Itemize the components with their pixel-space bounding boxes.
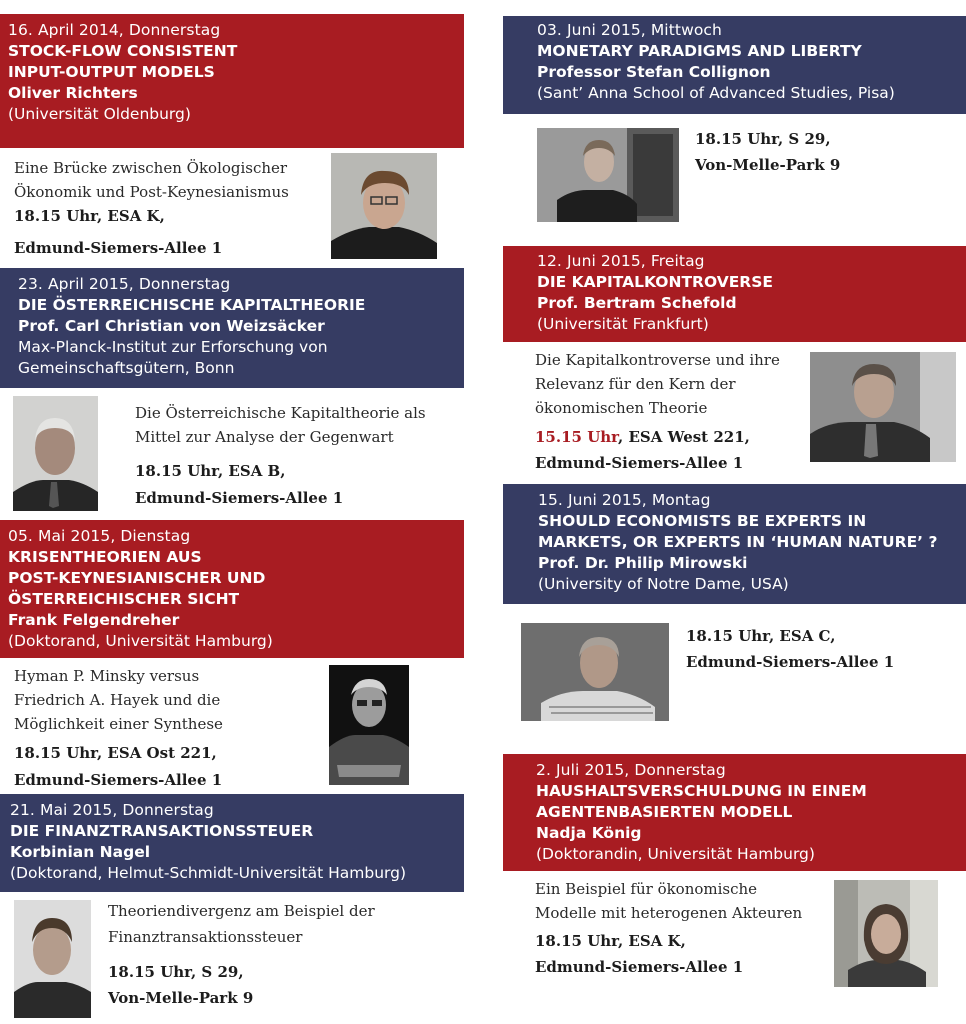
event-place: Edmund-Siemers-Allee 1	[535, 958, 744, 976]
event-header	[503, 246, 966, 342]
event-title: DIE ÖSTERREICHISCHE KAPITALTHEORIE	[18, 296, 366, 314]
event-time: 18.15 Uhr, S 29,	[695, 130, 831, 148]
event-date: 2. Juli 2015, Donnerstag	[536, 761, 726, 779]
event-speaker: Prof. Bertram Schefold	[537, 294, 737, 312]
event-speaker: Nadja König	[536, 824, 642, 842]
event-description: Ein Beispiel für ökonomische Modelle mit heterogenen Akteuren	[535, 880, 803, 922]
event-header	[503, 754, 966, 871]
event-date: 12. Juni 2015, Freitag	[537, 252, 705, 270]
event-affiliation: (Sant’ Anna School of Advanced Studies, Pisa)	[537, 84, 895, 102]
event-place: Von-Melle-Park 9	[695, 156, 841, 174]
event-details	[695, 127, 935, 177]
event-description: Die Österreichische Kapitaltheorie als Mittel zur Analyse der Gegenwart	[135, 404, 426, 446]
event-date: 23. April 2015, Donnerstag	[18, 275, 231, 293]
event-date: 16. April 2014, Donnerstag	[8, 21, 221, 39]
event-affiliation: Max-Planck-Institut zur Erforschung von Gemeinschaftsgütern, Bonn	[18, 338, 328, 377]
event-speaker: Prof. Carl Christian von Weizsäcker	[18, 317, 325, 335]
event-time	[535, 425, 805, 449]
event-place: Edmund-Siemers-Allee 1	[14, 239, 223, 257]
event-speaker: Prof. Dr. Philip Mirowski	[538, 554, 748, 572]
event-time: 18.15 Uhr, ESA Ost 221,	[14, 744, 217, 762]
event-title: STOCK-FLOW CONSISTENT INPUT-OUTPUT MODELS	[8, 42, 238, 81]
event-header	[0, 520, 464, 658]
event-date: 15. Juni 2015, Montag	[538, 491, 711, 509]
event-description: Eine Brücke zwischen Ökologischer Ökonomik und Post-Keynesianismus	[14, 159, 289, 201]
speaker-photo	[14, 900, 91, 1018]
event-details	[686, 624, 926, 674]
event-speaker: Professor Stefan Collignon	[537, 63, 771, 81]
event-place: Edmund-Siemers-Allee 1	[14, 771, 223, 789]
event-speaker: Frank Felgendreher	[8, 611, 180, 629]
event-title: DIE FINANZTRANSAKTIONSSTEUER	[10, 822, 314, 840]
event-description: Die Kapitalkontroverse und ihre Relevanz für den Kern der ökonomischen Theorie	[535, 351, 780, 417]
speaker-photo	[329, 665, 409, 785]
event-description: Hyman P. Minsky versus Friedrich A. Hayek und die Möglichkeit einer Synthese	[14, 667, 223, 733]
speaker-photo	[521, 623, 669, 721]
event-place: Von-Melle-Park 9	[108, 989, 254, 1007]
event-affiliation: (Doktorandin, Universität Hamburg)	[536, 845, 815, 863]
event-time: 18.15 Uhr, ESA C,	[686, 627, 836, 645]
event-title: MONETARY PARADIGMS AND LIBERTY	[537, 42, 862, 60]
event-header	[0, 268, 464, 388]
event-description: Theoriendivergenz am Beispiel der Finanztransaktionssteuer	[108, 902, 375, 946]
event-time: 18.15 Uhr, S 29,	[108, 963, 244, 981]
event-header	[503, 16, 966, 114]
event-details	[535, 877, 825, 979]
event-title: DIE KAPITALKONTROVERSE	[537, 273, 773, 291]
event-time: 18.15 Uhr, ESA K,	[14, 207, 165, 225]
event-affiliation: (Doktorand, Universität Hamburg)	[8, 632, 273, 650]
event-affiliation: (Universität Oldenburg)	[8, 105, 191, 123]
event-affiliation: (Doktorand, Helmut-Schmidt-Universität Hamburg)	[10, 864, 406, 882]
event-details	[14, 156, 324, 260]
event-date: 03. Juni 2015, Mittwoch	[537, 21, 722, 39]
event-time-highlight: 15.15 Uhr	[535, 428, 618, 446]
event-date: 21. Mai 2015, Donnerstag	[10, 801, 214, 819]
speaker-photo	[13, 396, 98, 511]
event-time: 18.15 Uhr, ESA K,	[535, 932, 686, 950]
event-title: HAUSHALTSVERSCHULDUNG IN EINEM AGENTENBASIERTEN MODELL	[536, 782, 867, 821]
event-place: Edmund-Siemers-Allee 1	[135, 489, 344, 507]
event-affiliation: (Universität Frankfurt)	[537, 315, 709, 333]
speaker-photo	[810, 352, 956, 462]
event-title: KRISENTHEORIEN AUS POST-KEYNESIANISCHER UND ÖSTERREICHISCHER SICHT	[8, 548, 266, 608]
event-header	[0, 14, 464, 148]
event-title: SHOULD ECONOMISTS BE EXPERTS IN MARKETS, OR EXPERTS IN ‘HUMAN NATURE’ ?	[538, 512, 938, 551]
event-speaker: Korbinian Nagel	[10, 843, 151, 861]
event-place: Edmund-Siemers-Allee 1	[686, 653, 895, 671]
event-details	[535, 348, 805, 475]
event-affiliation: (University of Notre Dame, USA)	[538, 575, 789, 593]
event-details	[14, 664, 324, 792]
event-details	[135, 401, 455, 510]
event-time: 18.15 Uhr, ESA B,	[135, 462, 286, 480]
event-time-rest: , ESA West 221,	[618, 428, 750, 446]
event-header	[0, 794, 464, 892]
speaker-photo	[834, 880, 938, 987]
event-details	[108, 898, 448, 1010]
event-speaker: Oliver Richters	[8, 84, 138, 102]
speaker-photo	[537, 128, 679, 222]
event-date: 05. Mai 2015, Dienstag	[8, 527, 191, 545]
event-header	[503, 484, 966, 604]
event-place: Edmund-Siemers-Allee 1	[535, 454, 744, 472]
speaker-photo	[331, 153, 437, 259]
